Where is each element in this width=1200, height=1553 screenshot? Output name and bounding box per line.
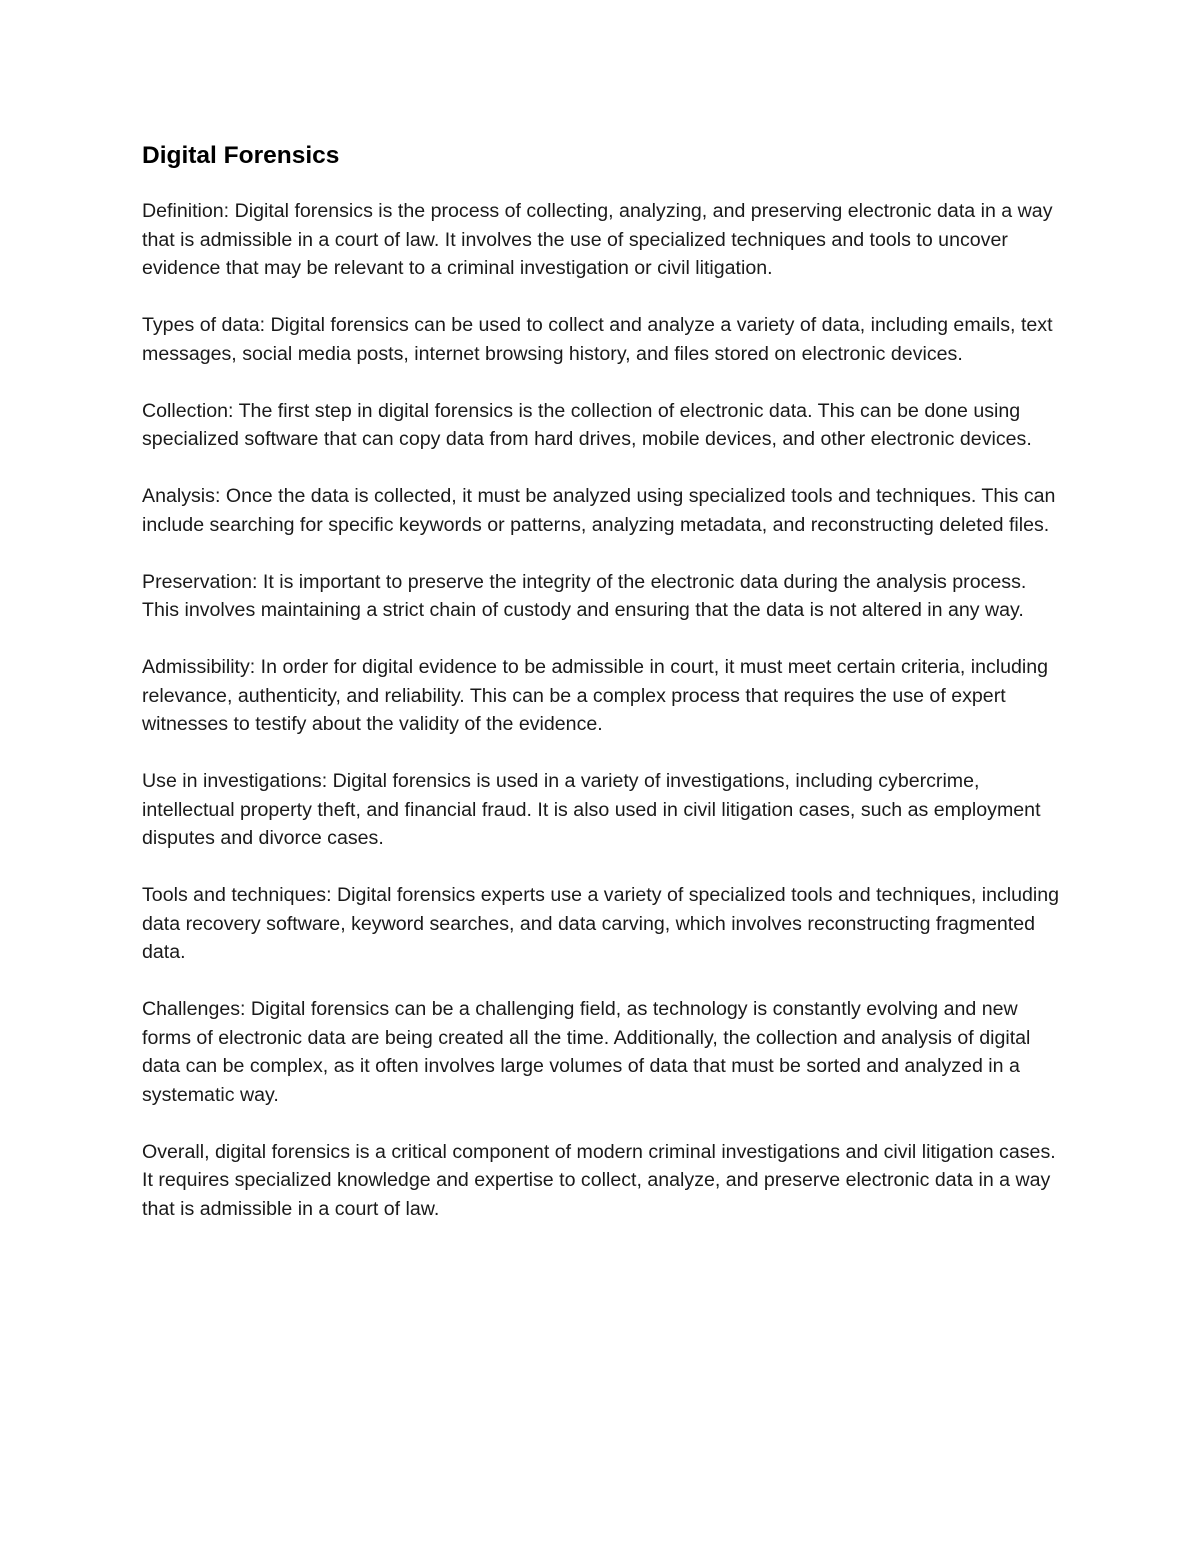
paragraph-types-of-data: Types of data: Digital forensics can be used to collect and analyze a variety of data, including emails, text messages, social media posts, internet browsing history, and files stored on electronic devices. — [142, 314, 1053, 365]
paragraph-admissibility: Admissibility: In order for digital evidence to be admissible in court, it must meet certain criteria, including relevance, authenticity, and reliability. This can be a complex process that requires the use of expert witnesses to testify about the validity of the evidence. — [142, 656, 1049, 735]
paragraph-definition: Definition: Digital forensics is the process of collecting, analyzing, and preserving electronic data in a way that is admissible in a court of law. It involves the use of specialized techniques and tools to uncover evidence that may be relevant to a criminal investigation or civil litigation. — [142, 200, 1053, 279]
paragraph-preservation: Preservation: It is important to preserve the integrity of the electronic data during the analysis process. This involves maintaining a strict chain of custody and ensuring that the data is not altered in any way. — [142, 570, 1027, 621]
paragraph-use-in-investigations: Use in investigations: Digital forensics is used in a variety of investigations, including cybercrime, intellectual property theft, and financial fraud. It is also used in civil litigation cases, such as employment disputes and divorce cases. — [142, 770, 1041, 849]
paragraph-analysis: Analysis: Once the data is collected, it must be analyzed using specialized tools and techniques. This can include searching for specific keywords or patterns, analyzing metadata, and reconstructing deleted files. — [142, 485, 1056, 536]
paragraph-overall: Overall, digital forensics is a critical component of modern criminal investigations and civil litigation cases. It requires specialized knowledge and expertise to collect, analyze, and preserve electronic data in a way that is admissible in a court of law. — [142, 1140, 1056, 1220]
document-title: Digital Forensics — [142, 142, 340, 169]
paragraph-challenges: Challenges: Digital forensics can be a challenging field, as technology is constantly evolving and new forms of electronic data are being created all the time. Additionally, the collection and analysis of digital data can be complex, as it often involves large volumes of data that must be sorted and analyzed in a systematic way. — [142, 998, 1031, 1106]
paragraph-collection: Collection: The first step in digital forensics is the collection of electronic data. This can be done using specialized software that can copy data from hard drives, mobile devices, and other electronic devices. — [142, 399, 1032, 450]
document-body — [142, 140, 1067, 1252]
paragraph-tools-and-techniques: Tools and techniques: Digital forensics experts use a variety of specialized tools and techniques, including data recovery software, keyword searches, and data carving, which involves reconstructing fragmented data. — [142, 884, 1060, 963]
